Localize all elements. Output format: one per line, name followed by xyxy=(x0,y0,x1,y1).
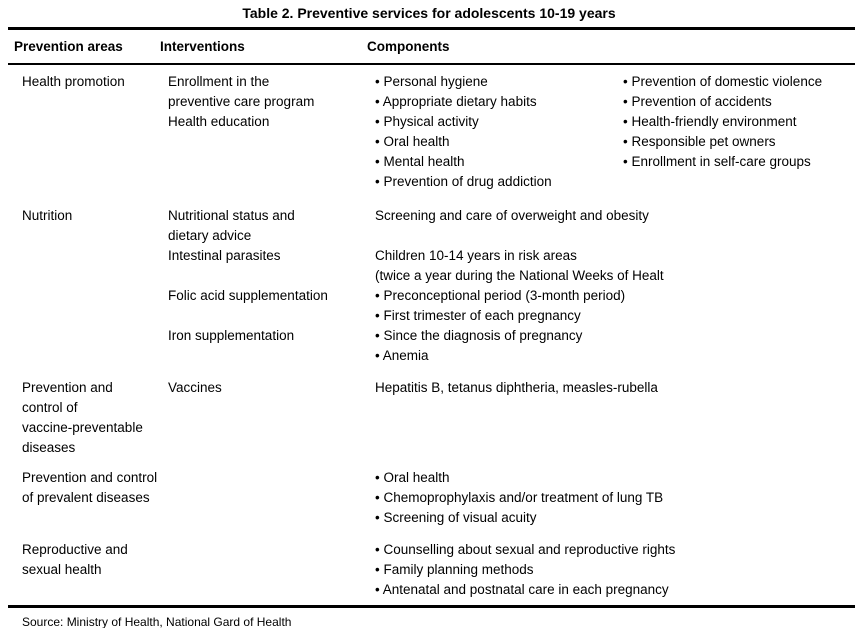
cell-components xyxy=(375,468,855,528)
cell-interventions xyxy=(168,468,375,528)
intervention-text: dietary advice xyxy=(168,228,252,243)
intervention-text: Enrollment in the xyxy=(168,74,270,89)
bullet-item: • Prevention of domestic violence xyxy=(623,74,823,89)
area-text: Reproductive and xyxy=(22,542,128,557)
component-text: (twice a year during the National Weeks of Healt xyxy=(375,268,664,283)
table-header-row xyxy=(0,37,858,57)
cell-interventions xyxy=(168,540,375,600)
bullet-item: • Preconceptional period (3-month period) xyxy=(375,288,626,303)
header-components: Components xyxy=(367,39,450,54)
intervention-text: Iron supplementation xyxy=(168,328,295,343)
area-text: Prevention and control xyxy=(22,470,158,485)
area-text: Health promotion xyxy=(22,74,125,89)
table-title: Table 2. Preventive services for adolescents 10-19 years xyxy=(242,5,616,21)
table-row-vaccine-preventable xyxy=(8,378,855,458)
bottom-rule xyxy=(8,605,855,608)
cell-prevention-area xyxy=(22,378,168,458)
cell-prevention-area xyxy=(22,206,168,366)
bullet-item: • Oral health xyxy=(375,134,450,149)
component-text: Children 10-14 years in risk areas xyxy=(375,248,577,263)
area-text: control of xyxy=(22,400,78,415)
intervention-text: Nutritional status and xyxy=(168,208,295,223)
cell-components xyxy=(375,540,855,600)
bullet-item: • Appropriate dietary habits xyxy=(375,94,537,109)
bullet-item: • Since the diagnosis of pregnancy xyxy=(375,328,583,343)
component-text xyxy=(375,226,855,246)
cell-interventions xyxy=(168,378,375,458)
top-rule xyxy=(8,27,855,30)
area-text: vaccine-preventable xyxy=(22,420,143,435)
header-prevention-areas: Prevention areas xyxy=(14,39,123,54)
intervention-text xyxy=(168,306,375,326)
area-text: sexual health xyxy=(22,562,102,577)
cell-interventions xyxy=(168,72,375,192)
cell-prevention-area xyxy=(22,540,168,600)
bullet-item: • Oral health xyxy=(375,470,450,485)
bullet-item: • Enrollment in self-care groups xyxy=(623,154,811,169)
area-text: of prevalent diseases xyxy=(22,490,150,505)
cell-interventions xyxy=(168,206,375,366)
bullet-item: • Mental health xyxy=(375,154,465,169)
cell-components xyxy=(375,206,855,366)
component-text: Hepatitis B, tetanus diphtheria, measles-rubella xyxy=(375,380,658,395)
bullet-item: • Family planning methods xyxy=(375,562,534,577)
intervention-text: Folic acid supplementation xyxy=(168,288,328,303)
intervention-text: Health education xyxy=(168,114,270,129)
table-row-nutrition xyxy=(8,206,855,366)
table-row-health-promotion xyxy=(8,72,855,192)
intervention-text: preventive care program xyxy=(168,94,315,109)
bullet-item: • Personal hygiene xyxy=(375,74,488,89)
cell-prevention-area xyxy=(22,468,168,528)
bullet-item: • Responsible pet owners xyxy=(623,134,776,149)
bullet-item: • Counselling about sexual and reproductive rights xyxy=(375,542,676,557)
source-note: Source: Ministry of Health, National Gard of Health xyxy=(22,615,292,628)
cell-components xyxy=(375,72,855,192)
intervention-text: Vaccines xyxy=(168,380,222,395)
bullet-item: • Chemoprophylaxis and/or treatment of lung TB xyxy=(375,490,664,505)
bullet-item: • Prevention of drug addiction xyxy=(375,174,552,189)
header-rule xyxy=(8,63,855,65)
components-left-column xyxy=(375,72,623,192)
bullet-item: • First trimester of each pregnancy xyxy=(375,308,581,323)
bullet-item: • Health-friendly environment xyxy=(623,114,797,129)
header-interventions: Interventions xyxy=(160,39,245,54)
bullet-item: • Screening of visual acuity xyxy=(375,510,537,525)
bullet-item: • Physical activity xyxy=(375,114,479,129)
area-text: Nutrition xyxy=(22,208,73,223)
intervention-text xyxy=(168,266,375,286)
area-text: Prevention and xyxy=(22,380,113,395)
component-text: Screening and care of overweight and obesity xyxy=(375,208,649,223)
bullet-item: • Prevention of accidents xyxy=(623,94,772,109)
cell-prevention-area xyxy=(22,72,168,192)
bullet-item: • Anemia xyxy=(375,348,429,363)
intervention-text: Intestinal parasites xyxy=(168,248,281,263)
table-row-prevalent-diseases xyxy=(8,468,855,528)
components-right-column xyxy=(623,72,855,192)
area-text: diseases xyxy=(22,440,76,455)
bullet-item: • Antenatal and postnatal care in each pregnancy xyxy=(375,582,669,597)
table-row-reproductive-health xyxy=(8,540,855,600)
cell-components xyxy=(375,378,855,458)
